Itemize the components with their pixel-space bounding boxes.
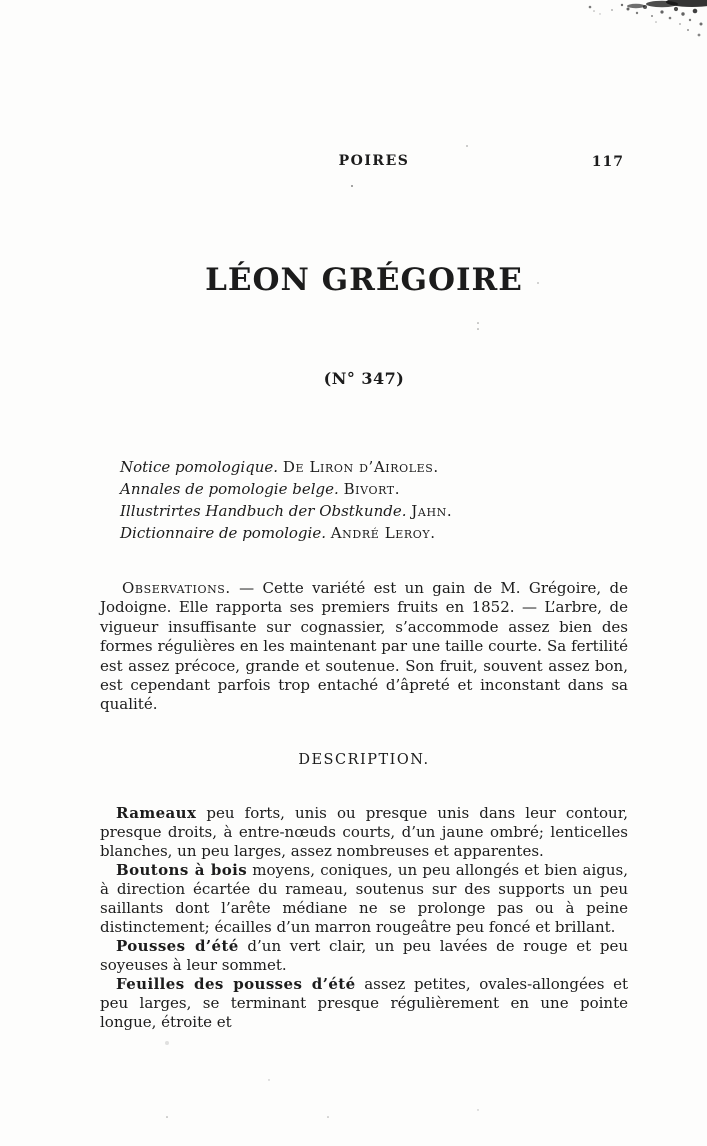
variety-number: (N° 347)	[323, 369, 405, 388]
paragraph-lead: Pousses d’été	[116, 937, 239, 955]
bibliography-entry	[120, 522, 580, 544]
observations-text: — Cette variété est un gain de M. Grégoire, de Jodoigne. Elle rapporta ses premiers fruits en 1852. — L’arbre, de vigueur insuffisante sur cognassier, s’accommode assez bien des formes régulières en les maintenant par une taille courte. Sa fertilité est assez précoce, grande et soutenue. Son fruit, souvent assez bon, est cependant parfois trop entaché d’âpreté et inconstant dans sa qualité.	[100, 579, 628, 714]
paragraph-text: peu forts, unis ou presque unis dans leur contour, presque droits, à entre-nœuds courts, d’un jaune ombré; lenticelles blanches, un peu larges, assez nombreuses et apparentes.	[100, 804, 628, 860]
paragraph-text: assez petites, ovales-allongées et peu larges, se terminant presque régulièrement en une pointe longue, étroite et	[100, 975, 628, 1031]
page-number: 117	[591, 154, 624, 170]
description-paragraph-boutons	[100, 861, 628, 937]
paragraph-text: d’un vert clair, un peu lavées de rouge et peu soyeuses à leur sommet.	[100, 937, 628, 974]
observations-paragraph	[100, 579, 628, 715]
description-paragraph-rameaux	[100, 804, 628, 861]
bibliography-author: De Liron d’Airoles.	[282, 458, 439, 476]
bibliography-entry	[120, 500, 580, 522]
description-paragraph-feuilles	[100, 975, 628, 1032]
paragraph-lead: Rameaux	[116, 804, 197, 822]
description-heading: DESCRIPTION.	[298, 752, 430, 768]
bibliography-author: Jahn.	[411, 502, 453, 520]
paragraph-lead: Boutons à bois	[116, 861, 248, 879]
bibliography-work-title: Dictionnaire de pomologie.	[120, 524, 326, 542]
bibliography-author: Bivort.	[343, 480, 401, 498]
description-section	[100, 804, 628, 1032]
variety-title: LÉON GRÉGOIRE	[205, 262, 523, 298]
paragraph-text: moyens, coniques, un peu allongés et bien aigus, à direction écartée du rameau, soutenus sur des supports un peu saillants dont l’arête médiane ne se prolonge pas ou à peine distinctement; écailles d’un marron rougeâtre peu foncé et brillant.	[100, 861, 628, 936]
running-title: POIRES	[338, 153, 410, 169]
bibliography-author: André Leroy.	[330, 524, 436, 542]
bibliography-entry	[120, 456, 580, 478]
paragraph-lead: Feuilles des pousses d’été	[116, 975, 356, 993]
bibliography-entry	[120, 478, 580, 500]
description-paragraph-pousses	[100, 937, 628, 975]
bibliography-work-title: Notice pomologique.	[120, 458, 279, 476]
observations-lead: Observations.	[122, 579, 231, 597]
bibliography-list	[120, 456, 580, 544]
page-header	[100, 153, 628, 173]
bibliography-work-title: Illustrirtes Handbuch der Obstkunde.	[120, 502, 407, 520]
bibliography-work-title: Annales de pomologie belge.	[120, 480, 339, 498]
